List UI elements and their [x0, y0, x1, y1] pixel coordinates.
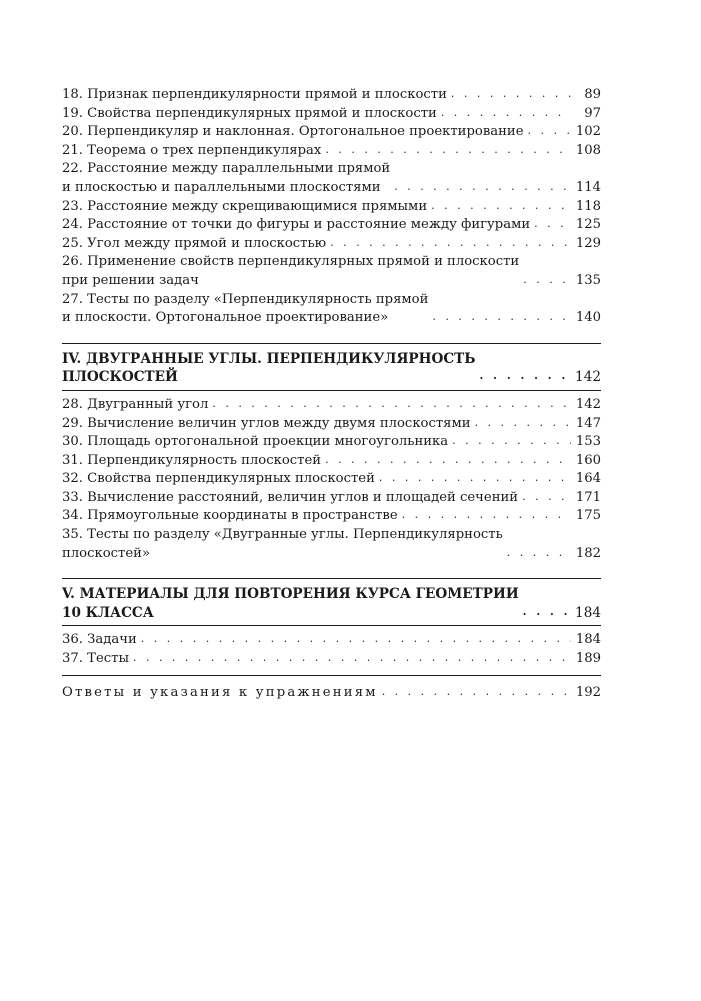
page-number: 182: [575, 545, 601, 561]
page-number: 160: [575, 452, 601, 468]
toc-entry[interactable]: [62, 291, 601, 328]
section-title-line1: IV. ДВУГРАННЫЕ УГЛЫ. ПЕРПЕНДИКУЛЯРНОСТЬ: [62, 350, 476, 367]
entry-title-line1: 35. Тесты по разделу «Двугранные углы. Перпендикулярность: [62, 527, 503, 543]
entry-title-line1: 25. Угол между прямой и плоскостью: [62, 235, 327, 251]
entry-title-line1: 36. Задачи: [62, 632, 137, 648]
page-number: 102: [575, 124, 601, 140]
page-number: 171: [575, 489, 601, 505]
entry-title-line1: 29. Вычисление величин углов между двумя плоскостями: [62, 415, 471, 431]
page-number: 142: [575, 396, 601, 412]
dot-leader: [431, 197, 571, 216]
dot-leader: [480, 367, 572, 386]
dot-leader: [441, 104, 571, 123]
page-number: 184: [575, 632, 601, 648]
toc-entry[interactable]: [62, 396, 601, 415]
entry-title-line1: 30. Площадь ортогональной проекции многоугольника: [62, 434, 449, 450]
section-title-line2: 10 КЛАССА: [62, 604, 154, 621]
section-heading-v: [62, 578, 601, 626]
dot-leader: [141, 630, 571, 649]
entry-title-line1: 28. Двугранный угол: [62, 396, 209, 412]
page-number: 147: [575, 415, 601, 431]
entry-title-line1: 18. Признак перпендикулярности прямой и плоскости: [62, 87, 447, 102]
entry-title-line1: 23. Расстояние между скрещивающимися прямыми: [62, 198, 428, 214]
entry-title-line1: 21. Теорема о трех перпендикулярах: [62, 142, 322, 158]
entry-title-line1: 31. Перпендикулярность плоскостей: [62, 452, 322, 468]
entry-title-line1: 34. Прямоугольные координаты в пространстве: [62, 508, 398, 524]
page-number: 114: [575, 179, 601, 195]
page-number: 142: [575, 369, 601, 386]
entry-title-line2: и плоскости. Ортогональное проектирование»: [62, 310, 389, 326]
toc-entry[interactable]: [62, 123, 601, 142]
toc-entry[interactable]: [62, 86, 601, 105]
toc-group-part5: [62, 631, 601, 668]
toc-entry[interactable]: [62, 470, 601, 489]
entry-title-line2: при решении задач: [62, 272, 199, 288]
dot-leader: [523, 271, 571, 290]
page-number: 135: [575, 272, 601, 288]
entry-title-line1: 33. Вычисление расстояний, величин углов и площадей сечений: [62, 489, 519, 505]
entry-title-line1: 26. Применение свойств перпендикулярных прямой и плоскости: [62, 254, 520, 270]
page-number: 108: [575, 142, 601, 158]
toc-entry[interactable]: [62, 585, 601, 622]
section-title-line2: ПЛОСКОСТЕЙ: [62, 369, 178, 386]
dot-leader: [402, 506, 571, 525]
page-number: 189: [575, 651, 601, 667]
dot-leader: [325, 451, 571, 470]
toc-entry[interactable]: [62, 433, 601, 452]
toc-entry[interactable]: [62, 253, 601, 290]
toc-entry-answers[interactable]: [62, 675, 601, 703]
section-heading-iv: [62, 343, 601, 391]
dot-leader: [523, 603, 571, 622]
dot-leader: [451, 85, 571, 104]
toc-entry[interactable]: [62, 216, 601, 235]
toc-entry[interactable]: [62, 235, 601, 254]
dot-leader: [534, 215, 571, 234]
dot-leader: [379, 469, 571, 488]
entry-title-line2: плоскостей»: [62, 545, 151, 561]
toc-entry[interactable]: [62, 489, 601, 508]
page-number: 140: [575, 310, 601, 326]
page-number: 192: [575, 684, 601, 700]
dot-leader: [528, 122, 572, 141]
page-number: 89: [584, 87, 601, 102]
dot-leader: [394, 178, 571, 197]
entry-title-line1: 24. Расстояние от точки до фигуры и расстояние между фигурами: [62, 217, 531, 233]
dot-leader: [325, 141, 571, 160]
dot-leader: [475, 414, 571, 433]
entry-title-line2: и плоскостью и параллельными плоскостями: [62, 179, 381, 195]
section-title-line1: V. МАТЕРИАЛЫ ДЛЯ ПОВТОРЕНИЯ КУРСА ГЕОМЕТРИИ: [62, 586, 519, 603]
page-number: 153: [575, 434, 601, 450]
answers-label: Ответы и указания к упражнениям: [62, 684, 378, 700]
toc-entry[interactable]: [62, 142, 601, 161]
page-number: 118: [575, 198, 601, 214]
entry-title-line1: 19. Свойства перпендикулярных прямой и плоскости: [62, 105, 437, 121]
toc-entry[interactable]: [62, 105, 601, 124]
toc-entry[interactable]: [62, 650, 601, 669]
entry-title-line1: 22. Расстояние между параллельными прямой: [62, 161, 391, 177]
entry-title-line1: 37. Тесты: [62, 651, 129, 667]
dot-leader: [507, 544, 571, 563]
entry-title-line1: 20. Перпендикуляр и наклонная. Ортогональное проектирование: [62, 124, 524, 140]
dot-leader: [522, 488, 571, 507]
page-number: 129: [575, 235, 601, 251]
toc-group-part3: [62, 86, 601, 328]
toc-entry[interactable]: [62, 160, 601, 197]
page-number: 97: [584, 105, 601, 121]
toc-entry[interactable]: [62, 198, 601, 217]
toc-entry[interactable]: [62, 631, 601, 650]
toc-entry[interactable]: [62, 526, 601, 563]
toc-group-part4: [62, 396, 601, 563]
table-of-contents: [62, 86, 601, 702]
page-number: 125: [575, 217, 601, 233]
dot-leader: [212, 395, 571, 414]
page-number: 164: [575, 471, 601, 487]
toc-entry[interactable]: [62, 350, 601, 387]
dot-leader: [133, 649, 571, 668]
toc-entry[interactable]: [62, 507, 601, 526]
entry-title-line1: 27. Тесты по разделу «Перпендикулярность прямой: [62, 291, 429, 307]
dot-leader: [330, 234, 571, 253]
toc-entry[interactable]: [62, 452, 601, 471]
page-number: 175: [575, 508, 601, 524]
dot-leader: [432, 308, 571, 327]
entry-title-line1: 32. Свойства перпендикулярных плоскостей: [62, 471, 375, 487]
dot-leader: [382, 683, 571, 702]
page-number: 184: [575, 604, 601, 621]
toc-entry[interactable]: [62, 415, 601, 434]
dot-leader: [452, 432, 571, 451]
